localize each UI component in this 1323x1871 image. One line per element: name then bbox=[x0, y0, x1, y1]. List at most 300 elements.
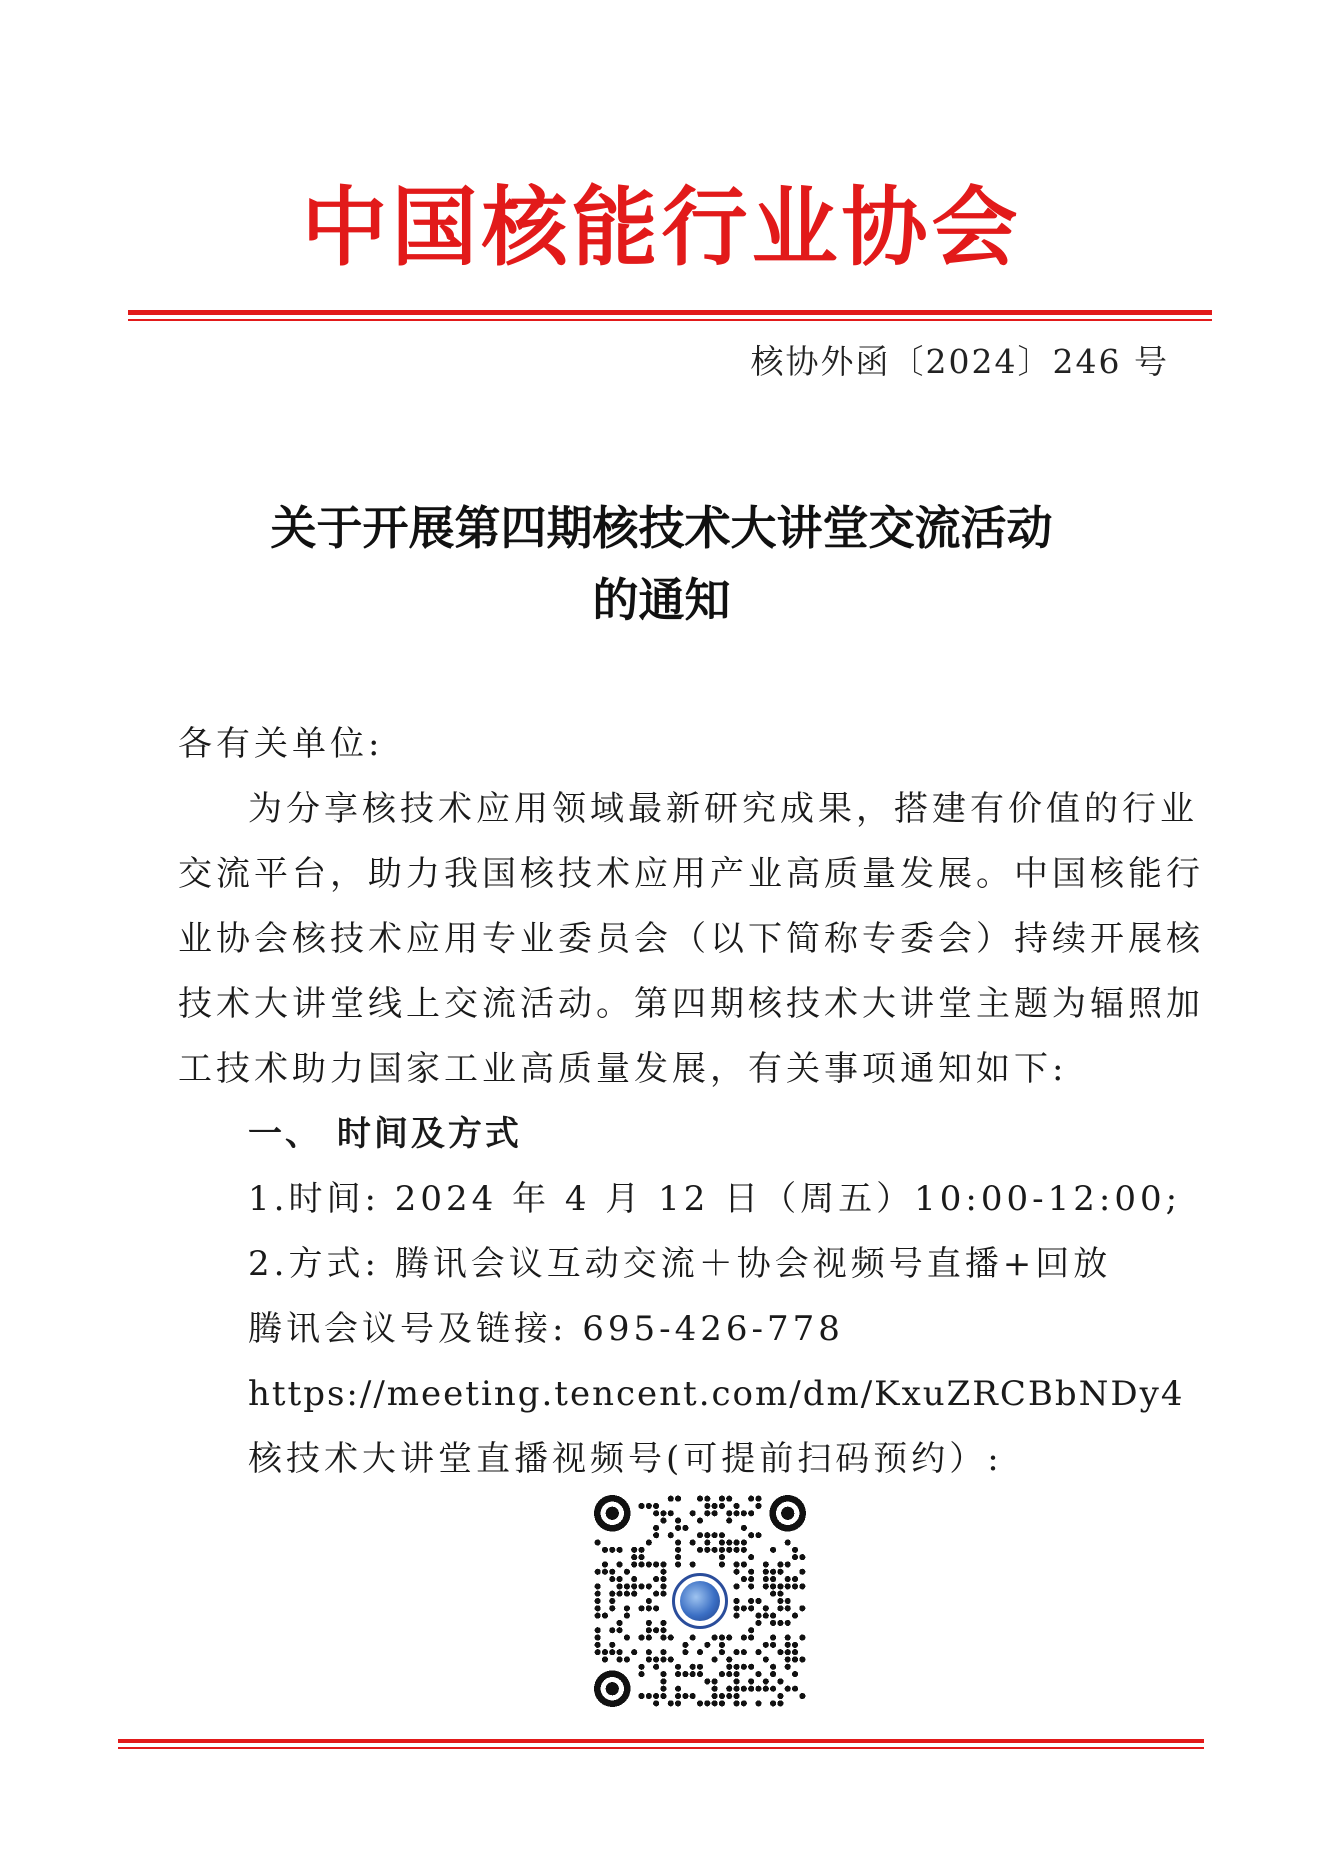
qr-module bbox=[646, 1693, 652, 1699]
qr-module bbox=[755, 1700, 761, 1706]
qr-module bbox=[748, 1554, 754, 1560]
qr-module bbox=[733, 1700, 739, 1706]
qr-module bbox=[726, 1656, 732, 1662]
qr-module bbox=[748, 1576, 754, 1582]
qr-module bbox=[748, 1569, 754, 1575]
association-logo-icon bbox=[672, 1573, 728, 1629]
qr-module bbox=[660, 1627, 666, 1633]
qr-module bbox=[646, 1539, 652, 1545]
qr-module bbox=[609, 1642, 615, 1648]
qr-module bbox=[638, 1583, 644, 1589]
method-line: 2.方式: 腾讯会议互动交流＋协会视频号直播+回放 bbox=[248, 1244, 1112, 1284]
qr-module bbox=[595, 1605, 601, 1611]
qr-module bbox=[624, 1583, 630, 1589]
qr-module bbox=[660, 1686, 666, 1692]
qr-module bbox=[690, 1664, 696, 1670]
qr-module bbox=[660, 1656, 666, 1662]
qr-module bbox=[660, 1693, 666, 1699]
qr-module bbox=[697, 1532, 703, 1538]
qr-module bbox=[799, 1569, 805, 1575]
qr-module bbox=[668, 1656, 674, 1662]
qr-module bbox=[690, 1693, 696, 1699]
qr-module bbox=[719, 1649, 725, 1655]
qr-module bbox=[785, 1649, 791, 1655]
qr-module bbox=[617, 1656, 623, 1662]
qr-module bbox=[638, 1664, 644, 1670]
qr-module bbox=[617, 1627, 623, 1633]
qr-module bbox=[697, 1671, 703, 1677]
qr-module bbox=[763, 1576, 769, 1582]
qr-module bbox=[660, 1576, 666, 1582]
qr-module bbox=[660, 1678, 666, 1684]
qr-module bbox=[785, 1561, 791, 1567]
qr-module bbox=[719, 1671, 725, 1677]
qr-module bbox=[785, 1583, 791, 1589]
qr-module bbox=[785, 1620, 791, 1626]
qr-module bbox=[638, 1503, 644, 1509]
qr-module bbox=[602, 1547, 608, 1553]
qr-module bbox=[792, 1583, 798, 1589]
qr-module bbox=[799, 1693, 805, 1699]
qr-module bbox=[792, 1547, 798, 1553]
qr-module bbox=[748, 1496, 754, 1502]
qr-module bbox=[675, 1686, 681, 1692]
qr-module bbox=[646, 1620, 652, 1626]
qr-module bbox=[682, 1693, 688, 1699]
qr-module bbox=[770, 1671, 776, 1677]
qr-module bbox=[646, 1561, 652, 1567]
qr-module bbox=[653, 1591, 659, 1597]
qr-module bbox=[792, 1613, 798, 1619]
qr-module bbox=[653, 1532, 659, 1538]
qr-module bbox=[733, 1539, 739, 1545]
qr-module bbox=[617, 1547, 623, 1553]
paragraph-line: 技术大讲堂线上交流活动。第四期核技术大讲堂主题为辐照加 bbox=[178, 984, 1204, 1024]
qr-module bbox=[792, 1649, 798, 1655]
qr-module bbox=[748, 1634, 754, 1640]
qr-module bbox=[741, 1510, 747, 1516]
qr-module bbox=[653, 1525, 659, 1531]
qr-module bbox=[763, 1583, 769, 1589]
qr-module bbox=[785, 1605, 791, 1611]
qr-module bbox=[638, 1671, 644, 1677]
qr-module bbox=[675, 1554, 681, 1560]
qr-module bbox=[595, 1583, 601, 1589]
qr-module bbox=[726, 1547, 732, 1553]
qr-module bbox=[777, 1561, 783, 1567]
qr-module bbox=[763, 1678, 769, 1684]
qr-module bbox=[799, 1605, 805, 1611]
qr-module bbox=[675, 1700, 681, 1706]
qr-module bbox=[777, 1591, 783, 1597]
meeting-link[interactable]: https://meeting.tencent.com/dm/KxuZRCBbNDy4 bbox=[248, 1374, 1185, 1414]
qr-module bbox=[777, 1583, 783, 1589]
qr-module bbox=[624, 1613, 630, 1619]
notice-title-line1: 关于开展第四期核技术大讲堂交流活动 bbox=[270, 501, 1053, 555]
qr-module bbox=[631, 1591, 637, 1597]
qr-module bbox=[741, 1686, 747, 1692]
qr-module bbox=[726, 1693, 732, 1699]
qr-module bbox=[777, 1693, 783, 1699]
qr-module bbox=[675, 1525, 681, 1531]
qr-module bbox=[646, 1503, 652, 1509]
qr-module bbox=[609, 1547, 615, 1553]
qr-module bbox=[609, 1649, 615, 1655]
qr-module bbox=[646, 1649, 652, 1655]
qr-module bbox=[682, 1642, 688, 1648]
meeting-id-line: 腾讯会议号及链接: 695-426-778 bbox=[248, 1309, 844, 1349]
qr-module bbox=[595, 1613, 601, 1619]
footer-rule-thick bbox=[118, 1739, 1204, 1743]
qr-module bbox=[719, 1642, 725, 1648]
qr-module bbox=[799, 1554, 805, 1560]
qr-module bbox=[799, 1583, 805, 1589]
qr-module bbox=[624, 1605, 630, 1611]
qr-module bbox=[733, 1671, 739, 1677]
qr-module bbox=[646, 1634, 652, 1640]
qr-module bbox=[777, 1678, 783, 1684]
qr-module bbox=[726, 1634, 732, 1640]
qr-module bbox=[653, 1605, 659, 1611]
qr-module bbox=[755, 1671, 761, 1677]
qr-module bbox=[785, 1664, 791, 1670]
qr-module bbox=[719, 1547, 725, 1553]
qr-module bbox=[733, 1503, 739, 1509]
qr-module bbox=[792, 1686, 798, 1692]
qr-module bbox=[741, 1539, 747, 1545]
qr-module bbox=[763, 1642, 769, 1648]
time-line: 1.时间: 2024 年 4 月 12 日（周五）10:00-12:00; bbox=[248, 1179, 1182, 1219]
qr-module bbox=[741, 1561, 747, 1567]
qr-module bbox=[726, 1510, 732, 1516]
qr-module bbox=[653, 1561, 659, 1567]
qr-module bbox=[726, 1496, 732, 1502]
qr-module bbox=[660, 1634, 666, 1640]
qr-module bbox=[755, 1503, 761, 1509]
qr-module bbox=[675, 1664, 681, 1670]
qr-module bbox=[704, 1496, 710, 1502]
qr-module bbox=[755, 1649, 761, 1655]
paragraph-line: 为分享核技术应用领域最新研究成果，搭建有价值的行业 bbox=[248, 789, 1198, 829]
qr-module bbox=[719, 1532, 725, 1538]
qr-module bbox=[719, 1496, 725, 1502]
qr-module bbox=[595, 1591, 601, 1597]
qr-module bbox=[763, 1656, 769, 1662]
qr-module bbox=[653, 1576, 659, 1582]
qr-module bbox=[653, 1627, 659, 1633]
qr-module bbox=[675, 1496, 681, 1502]
qr-module bbox=[792, 1642, 798, 1648]
qr-module bbox=[748, 1678, 754, 1684]
qr-module bbox=[763, 1605, 769, 1611]
qr-module bbox=[748, 1583, 754, 1589]
qr-module bbox=[675, 1539, 681, 1545]
qr-module bbox=[638, 1554, 644, 1560]
qr-module bbox=[785, 1656, 791, 1662]
qr-module bbox=[755, 1598, 761, 1604]
qr-module bbox=[668, 1510, 674, 1516]
qr-module bbox=[697, 1700, 703, 1706]
qr-module bbox=[741, 1700, 747, 1706]
qr-module bbox=[719, 1693, 725, 1699]
qr-module bbox=[770, 1576, 776, 1582]
qr-module bbox=[617, 1620, 623, 1626]
qr-module bbox=[595, 1627, 601, 1633]
qr-module bbox=[668, 1532, 674, 1538]
qr-module bbox=[770, 1664, 776, 1670]
qr-module bbox=[748, 1510, 754, 1516]
qr-module bbox=[733, 1547, 739, 1553]
qr-module bbox=[660, 1569, 666, 1575]
qr-module bbox=[704, 1547, 710, 1553]
qr-module bbox=[755, 1613, 761, 1619]
qr-module bbox=[617, 1561, 623, 1567]
qr-module bbox=[704, 1678, 710, 1684]
qr-module bbox=[602, 1561, 608, 1567]
qr-module bbox=[697, 1518, 703, 1524]
qr-module bbox=[660, 1561, 666, 1567]
qr-module bbox=[668, 1496, 674, 1502]
qr-module bbox=[741, 1576, 747, 1582]
qr-module bbox=[785, 1539, 791, 1545]
qr-module bbox=[733, 1649, 739, 1655]
qr-module bbox=[755, 1496, 761, 1502]
qr-code-icon[interactable] bbox=[594, 1495, 806, 1707]
qr-module bbox=[595, 1598, 601, 1604]
qr-module bbox=[741, 1547, 747, 1553]
qr-module bbox=[770, 1642, 776, 1648]
qr-module bbox=[741, 1525, 747, 1531]
qr-module bbox=[690, 1671, 696, 1677]
paragraph-line: 交流平台，助力我国核技术应用产业高质量发展。中国核能行 bbox=[178, 854, 1204, 894]
qr-module bbox=[609, 1569, 615, 1575]
qr-module bbox=[726, 1664, 732, 1670]
paragraph-line: 业协会核技术应用专业委员会（以下简称专委会）持续开展核 bbox=[178, 919, 1204, 959]
qr-module bbox=[719, 1700, 725, 1706]
qr-module bbox=[638, 1605, 644, 1611]
qr-module bbox=[631, 1649, 637, 1655]
qr-module bbox=[660, 1518, 666, 1524]
qr-module bbox=[595, 1649, 601, 1655]
qr-module bbox=[770, 1613, 776, 1619]
qr-module bbox=[660, 1649, 666, 1655]
qr-module bbox=[770, 1634, 776, 1640]
qr-module bbox=[675, 1561, 681, 1567]
qr-module bbox=[631, 1576, 637, 1582]
qr-module bbox=[785, 1634, 791, 1640]
qr-module bbox=[631, 1554, 637, 1560]
qr-module bbox=[733, 1686, 739, 1692]
qr-module bbox=[602, 1649, 608, 1655]
qr-module bbox=[770, 1583, 776, 1589]
qr-module bbox=[777, 1605, 783, 1611]
qr-module bbox=[704, 1532, 710, 1538]
qr-module bbox=[777, 1569, 783, 1575]
qr-module bbox=[785, 1686, 791, 1692]
header-rule-thick bbox=[128, 310, 1212, 315]
qr-module bbox=[733, 1605, 739, 1611]
qr-module bbox=[777, 1598, 783, 1604]
qr-module bbox=[682, 1649, 688, 1655]
qr-module bbox=[719, 1634, 725, 1640]
qr-module bbox=[660, 1620, 666, 1626]
qr-module bbox=[792, 1656, 798, 1662]
qr-module bbox=[690, 1634, 696, 1640]
qr-module bbox=[675, 1547, 681, 1553]
qr-module bbox=[595, 1642, 601, 1648]
qr-module bbox=[733, 1664, 739, 1670]
qr-module bbox=[675, 1518, 681, 1524]
qr-module bbox=[770, 1620, 776, 1626]
salutation: 各有关单位: bbox=[178, 724, 384, 764]
qr-module bbox=[631, 1583, 637, 1589]
qr-module bbox=[697, 1547, 703, 1553]
qr-module bbox=[755, 1532, 761, 1538]
qr-module bbox=[770, 1591, 776, 1597]
qr-module bbox=[763, 1613, 769, 1619]
org-title: 中国核能行业协会 bbox=[301, 177, 1022, 278]
notice-title-line2: 的通知 bbox=[592, 573, 731, 627]
qr-module bbox=[763, 1686, 769, 1692]
qr-module bbox=[668, 1634, 674, 1640]
qr-module bbox=[726, 1539, 732, 1545]
qr-module bbox=[638, 1561, 644, 1567]
qr-module bbox=[675, 1693, 681, 1699]
qr-module bbox=[660, 1591, 666, 1597]
qr-module bbox=[733, 1510, 739, 1516]
qr-module bbox=[748, 1598, 754, 1604]
qr-module bbox=[638, 1634, 644, 1640]
qr-module bbox=[770, 1700, 776, 1706]
qr-module bbox=[726, 1686, 732, 1692]
qr-module bbox=[609, 1576, 615, 1582]
qr-module bbox=[668, 1700, 674, 1706]
qr-module bbox=[712, 1686, 718, 1692]
qr-caption: 核技术大讲堂直播视频号(可提前扫码预约）: bbox=[248, 1439, 1003, 1479]
qr-module bbox=[733, 1678, 739, 1684]
qr-module bbox=[785, 1642, 791, 1648]
qr-module bbox=[704, 1510, 710, 1516]
qr-module bbox=[602, 1656, 608, 1662]
document-number: 核协外函〔2024〕246 号 bbox=[750, 342, 1169, 381]
qr-module bbox=[733, 1598, 739, 1604]
qr-module bbox=[748, 1532, 754, 1538]
qr-module bbox=[792, 1671, 798, 1677]
section-heading: 一、 时间及方式 bbox=[248, 1114, 522, 1154]
qr-module bbox=[631, 1547, 637, 1553]
qr-module bbox=[624, 1569, 630, 1575]
qr-module bbox=[733, 1693, 739, 1699]
qr-module bbox=[609, 1627, 615, 1633]
qr-module bbox=[733, 1561, 739, 1567]
qr-module bbox=[763, 1569, 769, 1575]
qr-module bbox=[704, 1642, 710, 1648]
qr-module bbox=[733, 1583, 739, 1589]
qr-module bbox=[733, 1569, 739, 1575]
qr-module bbox=[763, 1561, 769, 1567]
qr-module bbox=[602, 1569, 608, 1575]
qr-module bbox=[799, 1634, 805, 1640]
qr-module bbox=[785, 1576, 791, 1582]
qr-module bbox=[712, 1634, 718, 1640]
qr-module bbox=[712, 1547, 718, 1553]
qr-module bbox=[792, 1554, 798, 1560]
qr-module bbox=[653, 1664, 659, 1670]
qr-module bbox=[595, 1634, 601, 1640]
qr-module bbox=[690, 1561, 696, 1567]
qr-module bbox=[609, 1591, 615, 1597]
qr-module bbox=[697, 1664, 703, 1670]
qr-module bbox=[741, 1649, 747, 1655]
qr-module bbox=[682, 1671, 688, 1677]
qr-module bbox=[733, 1613, 739, 1619]
qr-module bbox=[602, 1613, 608, 1619]
qr-module bbox=[719, 1561, 725, 1567]
qr-module bbox=[719, 1554, 725, 1560]
qr-module bbox=[617, 1649, 623, 1655]
qr-module bbox=[653, 1503, 659, 1509]
qr-module bbox=[595, 1539, 601, 1545]
qr-module bbox=[726, 1671, 732, 1677]
qr-module bbox=[624, 1591, 630, 1597]
qr-module bbox=[653, 1510, 659, 1516]
qr-module bbox=[609, 1598, 615, 1604]
qr-module bbox=[719, 1539, 725, 1545]
qr-module bbox=[748, 1686, 754, 1692]
footer-rule-thin bbox=[118, 1747, 1204, 1749]
qr-module bbox=[755, 1620, 761, 1626]
qr-module bbox=[638, 1693, 644, 1699]
qr-module bbox=[675, 1671, 681, 1677]
qr-module bbox=[777, 1649, 783, 1655]
qr-module bbox=[799, 1656, 805, 1662]
qr-module bbox=[704, 1539, 710, 1545]
qr-module bbox=[617, 1576, 623, 1582]
qr-module bbox=[741, 1605, 747, 1611]
qr-module bbox=[660, 1671, 666, 1677]
qr-module bbox=[617, 1583, 623, 1589]
qr-module bbox=[697, 1496, 703, 1502]
qr-module bbox=[777, 1620, 783, 1626]
qr-module bbox=[646, 1656, 652, 1662]
qr-module bbox=[624, 1634, 630, 1640]
qr-module bbox=[646, 1605, 652, 1611]
qr-module bbox=[712, 1510, 718, 1516]
qr-module bbox=[646, 1583, 652, 1589]
qr-module bbox=[653, 1656, 659, 1662]
qr-module bbox=[712, 1700, 718, 1706]
logo-globe bbox=[680, 1581, 720, 1621]
qr-module bbox=[660, 1510, 666, 1516]
qr-module bbox=[595, 1569, 601, 1575]
qr-module bbox=[792, 1576, 798, 1582]
qr-module bbox=[631, 1561, 637, 1567]
qr-module bbox=[690, 1539, 696, 1545]
qr-module bbox=[624, 1656, 630, 1662]
qr-module bbox=[712, 1656, 718, 1662]
qr-module bbox=[653, 1693, 659, 1699]
qr-module bbox=[770, 1569, 776, 1575]
qr-module bbox=[712, 1532, 718, 1538]
qr-module bbox=[609, 1605, 615, 1611]
qr-module bbox=[748, 1605, 754, 1611]
qr-module bbox=[770, 1547, 776, 1553]
qr-module bbox=[690, 1510, 696, 1516]
qr-module bbox=[646, 1627, 652, 1633]
qr-module bbox=[770, 1686, 776, 1692]
qr-module bbox=[646, 1598, 652, 1604]
qr-module bbox=[726, 1518, 732, 1524]
